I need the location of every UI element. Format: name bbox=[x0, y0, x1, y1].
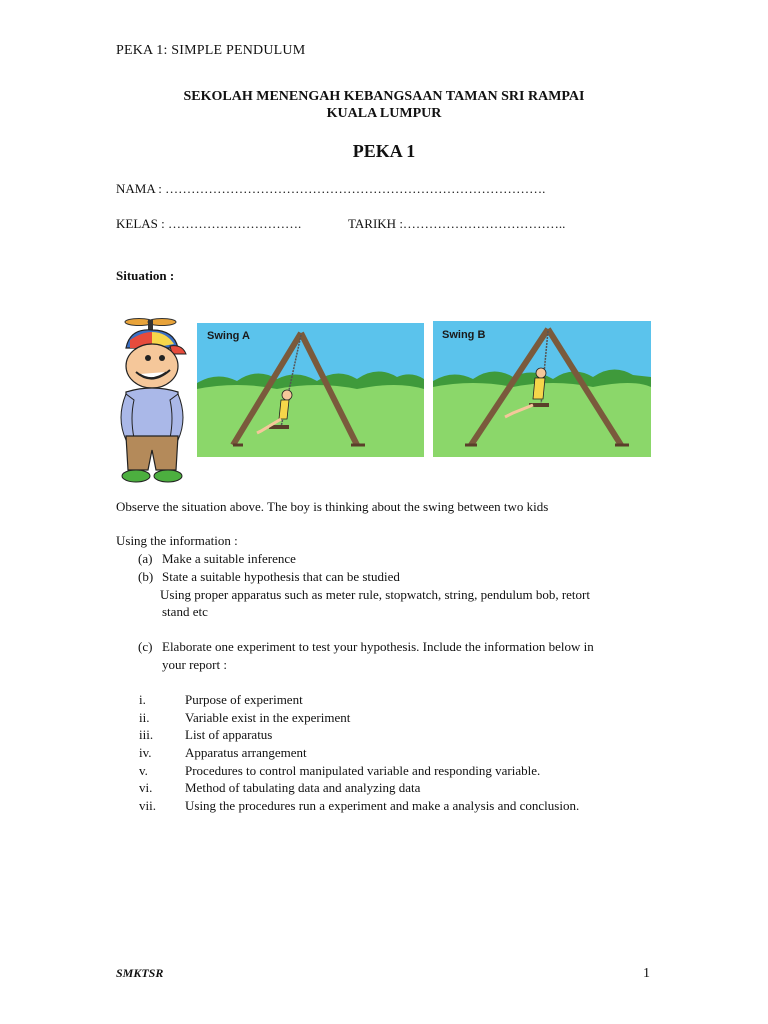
situation-heading: Situation : bbox=[116, 268, 175, 283]
school-name-line1: SEKOLAH MENENGAH KEBANGSAAN TAMAN SRI RAMPAI bbox=[183, 89, 585, 104]
date-field[interactable]: TARIKH :……………………………….. bbox=[348, 216, 566, 231]
footer-school-code: SMKTSR bbox=[116, 966, 164, 980]
item-b-text: State a suitable hypothesis that can be studied bbox=[162, 569, 400, 584]
report-item-text: List of apparatus bbox=[185, 727, 273, 742]
item-b-marker: (b) bbox=[138, 569, 154, 584]
thinking-boy-illustration bbox=[112, 314, 192, 486]
report-item-text: Apparatus arrangement bbox=[185, 745, 307, 760]
item-c-text-line1: Elaborate one experiment to test your hypothesis. Include the information below in bbox=[162, 639, 594, 654]
report-item-number: iv. bbox=[139, 745, 152, 760]
using-information-text: Using the information : bbox=[116, 533, 238, 548]
swing-a-label: Swing A bbox=[207, 330, 250, 342]
item-b-note-line1: Using proper apparatus such as meter rule, stopwatch, string, pendulum bob, retort bbox=[160, 587, 590, 602]
swing-b-illustration bbox=[433, 321, 651, 457]
report-item-text: Procedures to control manipulated variable and responding variable. bbox=[185, 763, 541, 778]
item-c-text-line2: your report : bbox=[162, 657, 227, 672]
class-field[interactable]: KELAS : …………………………. bbox=[116, 216, 302, 231]
report-item-text: Method of tabulating data and analyzing data bbox=[185, 780, 421, 795]
report-item-number: iii. bbox=[139, 727, 154, 742]
document-header: PEKA 1: SIMPLE PENDULUM bbox=[116, 43, 306, 58]
item-b-note-line2: stand etc bbox=[162, 604, 208, 619]
name-field[interactable]: NAMA : ……………………………………………………………………………. bbox=[116, 181, 546, 196]
report-item-number: vii. bbox=[139, 798, 156, 813]
item-a-text: Make a suitable inference bbox=[162, 551, 296, 566]
school-name-line2: KUALA LUMPUR bbox=[326, 106, 442, 121]
page-number: 1 bbox=[643, 966, 650, 981]
report-item-number: i. bbox=[139, 692, 146, 707]
item-c-marker: (c) bbox=[138, 639, 153, 654]
report-item-number: ii. bbox=[139, 710, 150, 725]
swing-b-label: Swing B bbox=[442, 329, 486, 341]
swing-a-illustration bbox=[197, 323, 424, 457]
report-item-text: Using the procedures run a experiment and make a analysis and conclusion. bbox=[185, 798, 580, 813]
item-a-marker: (a) bbox=[138, 551, 153, 566]
report-item-number: v. bbox=[139, 763, 148, 778]
report-item-number: vi. bbox=[139, 780, 153, 795]
report-item-text: Purpose of experiment bbox=[185, 692, 303, 707]
school-name bbox=[0, 88, 768, 122]
report-item-text: Variable exist in the experiment bbox=[185, 710, 351, 725]
observe-instruction: Observe the situation above. The boy is thinking about the swing between two kids bbox=[116, 499, 549, 514]
page-title: PEKA 1 bbox=[352, 141, 416, 161]
